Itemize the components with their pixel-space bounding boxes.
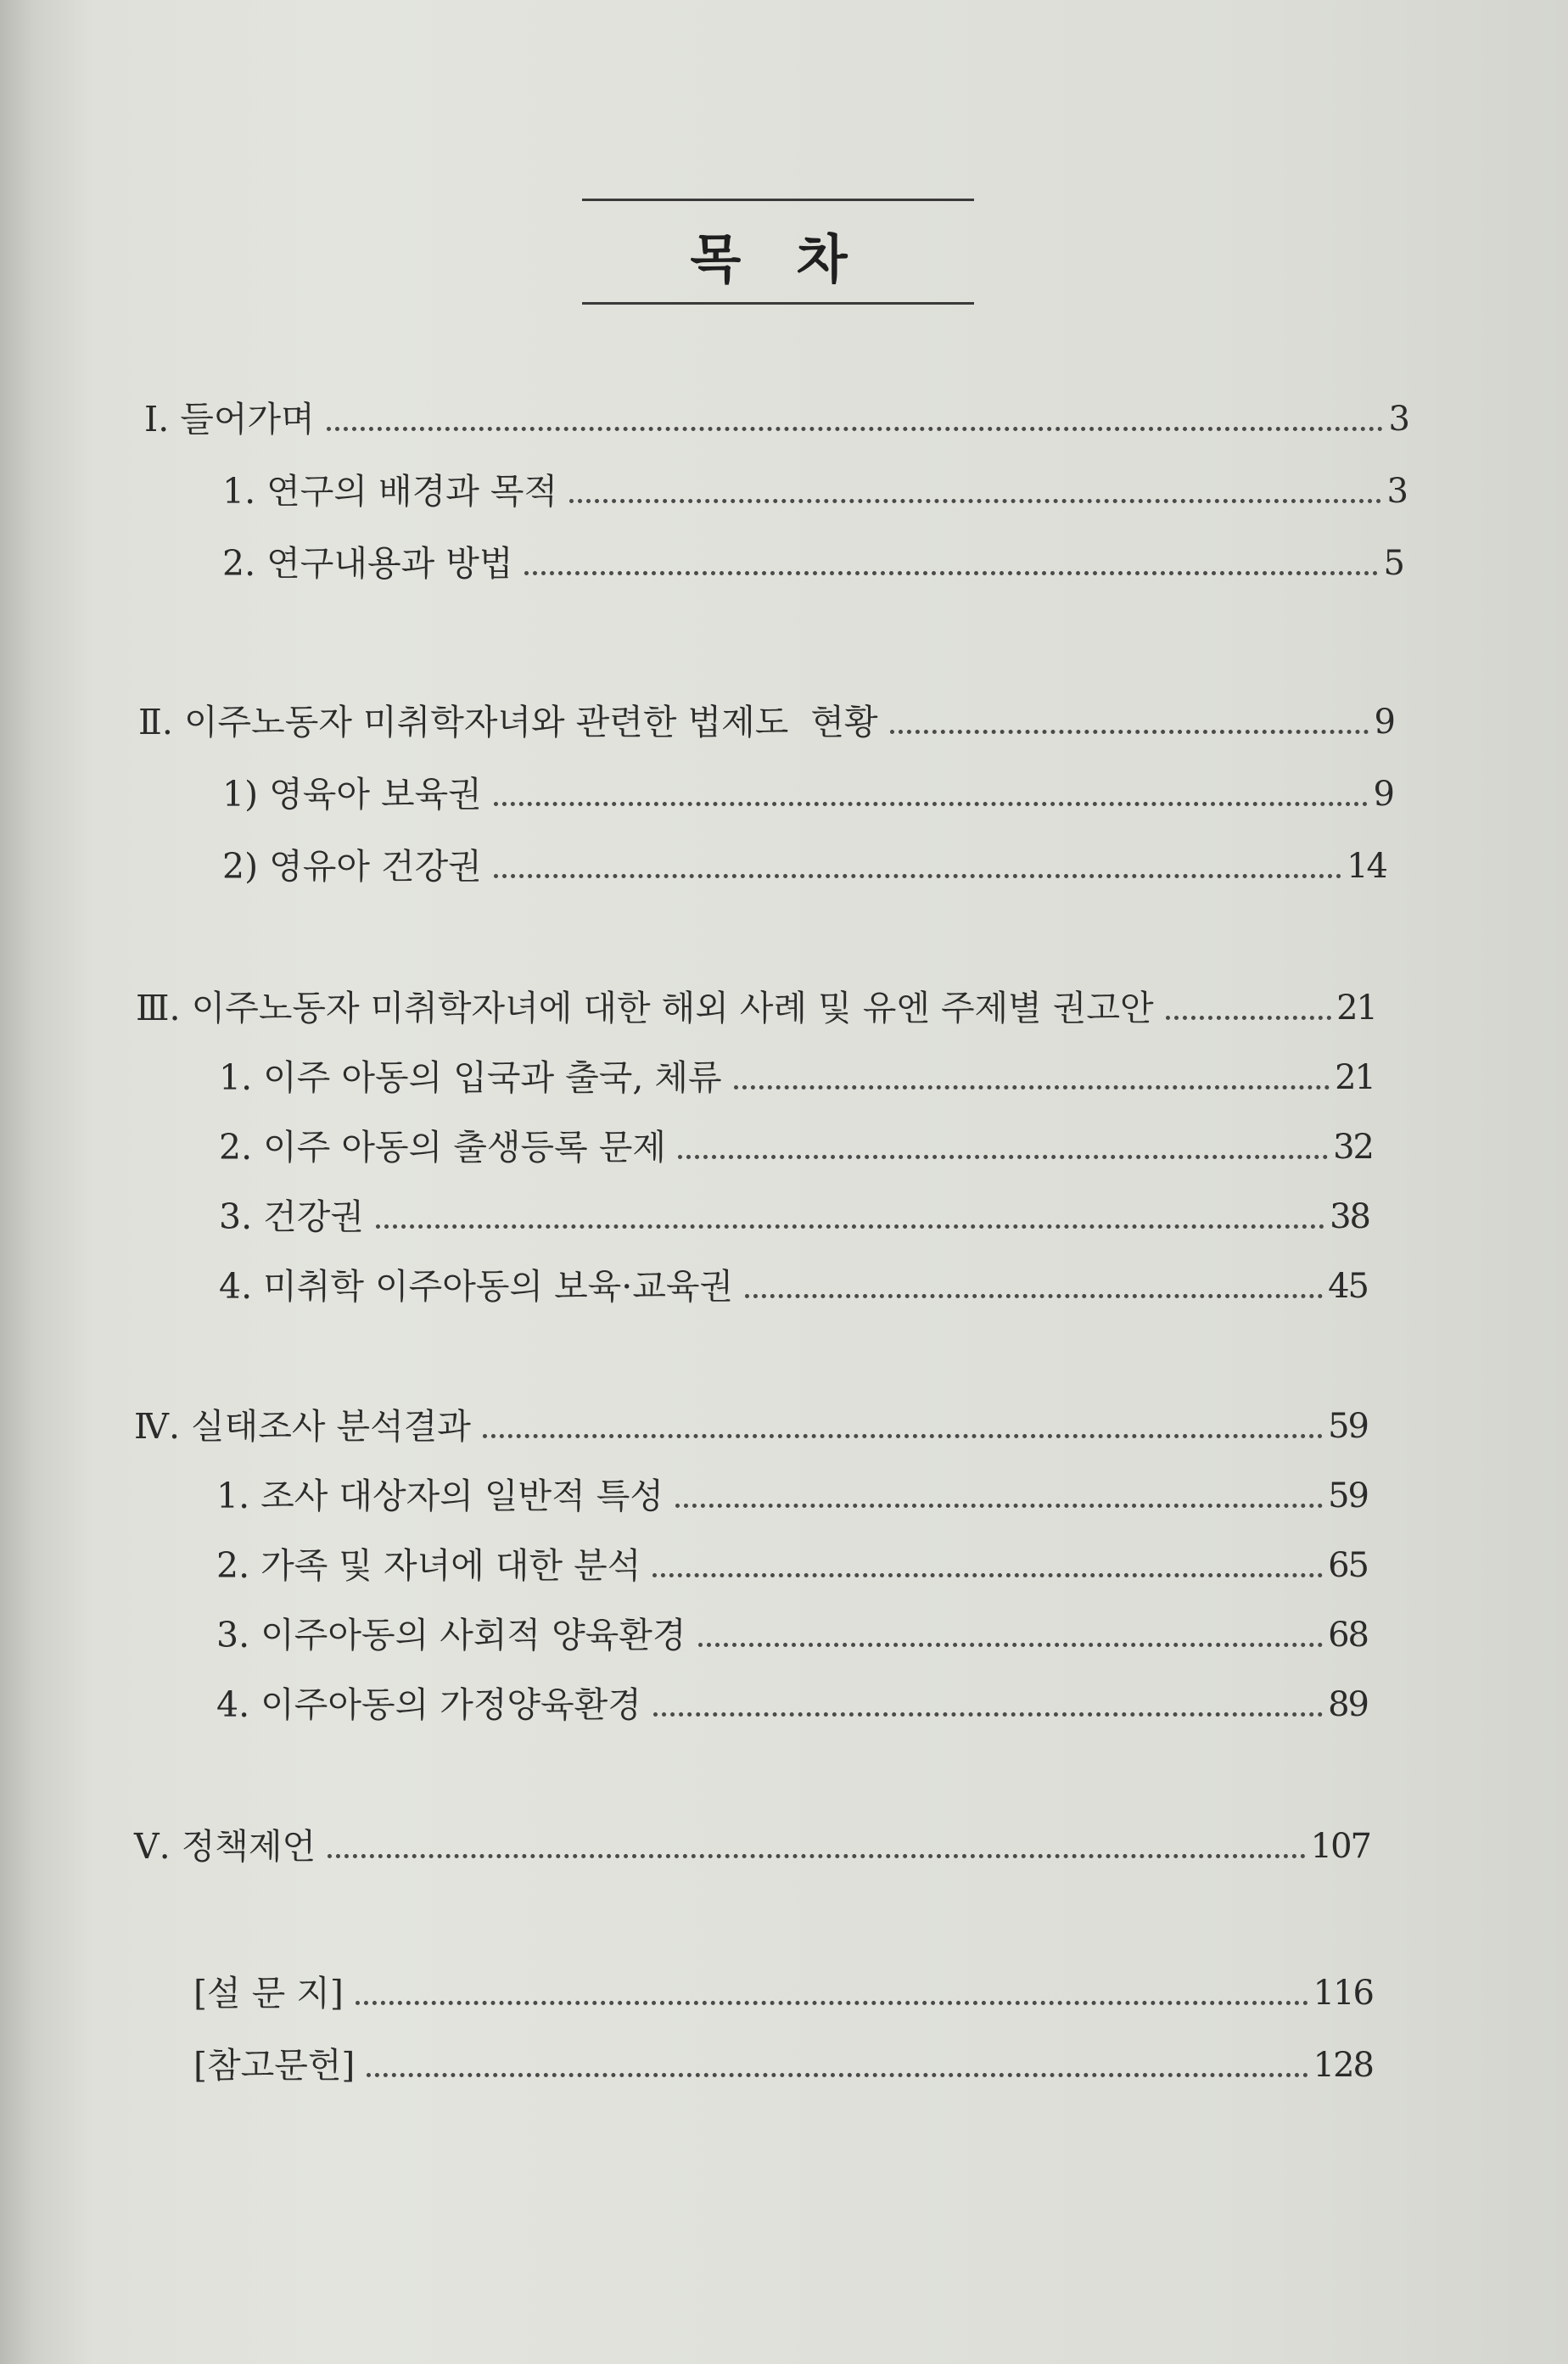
title-block <box>582 199 974 307</box>
toc-entry-title: 영유아 건강권 <box>269 846 482 887</box>
toc-entry-page: 9 <box>1374 703 1394 742</box>
toc-entry-page: 45 <box>1328 1267 1368 1306</box>
toc-entry-title: 들어가며 <box>180 399 315 440</box>
toc-entry-number: 3. <box>219 1196 264 1237</box>
dot-leader <box>734 1085 1330 1090</box>
toc-entry <box>222 836 1386 887</box>
toc-entry <box>219 1186 1369 1237</box>
dot-leader <box>367 2073 1308 2077</box>
dot-leader <box>328 1854 1306 1858</box>
dot-leader <box>356 2001 1308 2005</box>
dot-leader <box>1166 1016 1331 1020</box>
toc-entry-page: 89 <box>1328 1685 1368 1724</box>
toc-entry-title: 미취학 이주아동의 보육·교육권 <box>263 1266 734 1307</box>
toc-entry-number: 4. <box>219 1266 264 1307</box>
toc-entry <box>219 1117 1373 1168</box>
toc-entry-page: 32 <box>1333 1128 1373 1167</box>
toc-entry <box>219 1256 1368 1307</box>
toc-entry-number: 1. <box>222 471 267 512</box>
dot-leader <box>524 571 1378 575</box>
toc-entry-number: Ⅴ. <box>134 1826 182 1867</box>
toc-entry-number: 2. <box>216 1545 261 1586</box>
toc-entry-number: 1. <box>219 1057 264 1098</box>
toc-entry <box>222 533 1403 584</box>
toc-entry <box>193 1963 1373 2014</box>
toc-entry-title: 이주노동자 미취학자녀와 관련한 법제도 현황 <box>183 702 878 742</box>
toc-entry-title: 이주 아동의 입국과 출국, 체류 <box>263 1057 722 1098</box>
toc-entry-title: 조사 대상자의 일반적 특성 <box>260 1476 664 1516</box>
toc-entry-number: 2. <box>222 543 267 584</box>
toc-entry-title: 연구의 배경과 목적 <box>266 471 558 512</box>
toc-entry <box>136 978 1376 1028</box>
toc-entry-title: 이주아동의 가정양육환경 <box>260 1684 641 1725</box>
toc-entry-page: 38 <box>1330 1197 1369 1236</box>
dot-leader <box>678 1155 1328 1159</box>
toc-entry-page: 14 <box>1347 847 1386 886</box>
toc-entry-page: 59 <box>1328 1476 1368 1515</box>
dot-leader <box>494 874 1341 878</box>
title-bottom-rule <box>582 302 974 305</box>
toc-entry <box>219 1047 1375 1098</box>
toc-entry-number: Ⅲ. <box>136 988 192 1028</box>
toc-entry-number: 3. <box>216 1615 261 1655</box>
toc-entry-number: 2) <box>222 846 270 887</box>
toc-entry-title: 건강권 <box>263 1196 364 1237</box>
toc-entry-number: Ⅳ. <box>134 1406 192 1447</box>
title-top-rule <box>582 199 974 201</box>
page-title: 목 차 <box>690 228 866 290</box>
dot-leader <box>698 1643 1324 1647</box>
toc-entry <box>134 1396 1368 1447</box>
toc-entry-page: 128 <box>1313 2046 1373 2085</box>
dot-leader <box>675 1504 1323 1508</box>
toc-entry-page: 116 <box>1313 1974 1373 2013</box>
toc-entry-page: 3 <box>1388 400 1408 439</box>
toc-entry-number: Ⅰ. <box>144 399 181 440</box>
toc-entry-title: 영육아 보육권 <box>269 774 482 815</box>
toc-entry-number: Ⅱ. <box>138 702 184 742</box>
toc-entry <box>216 1674 1368 1725</box>
toc-entry-number: 1) <box>222 774 270 815</box>
toc-entry-title: 정책제언 <box>181 1826 316 1867</box>
toc-entry <box>216 1465 1368 1516</box>
toc-entry-title: 가족 및 자녀에 대한 분석 <box>260 1545 641 1586</box>
toc-entry-page: 5 <box>1383 544 1403 583</box>
toc-entry-page: 21 <box>1336 989 1376 1028</box>
dot-leader <box>376 1224 1324 1229</box>
toc-entry-number: 2. <box>219 1127 264 1168</box>
toc-entry <box>222 764 1393 815</box>
toc-entry-title: [참고문헌] <box>193 2045 356 2086</box>
toc-entry-page: 59 <box>1328 1407 1368 1446</box>
toc-entry-title: [설 문 지] <box>193 1973 344 2014</box>
toc-entry-number: 1. <box>216 1476 261 1516</box>
dot-leader <box>494 802 1368 806</box>
toc-entry-number: 4. <box>216 1684 261 1725</box>
toc-entry <box>222 461 1407 512</box>
toc-entry-page: 21 <box>1335 1058 1375 1097</box>
toc-entry <box>144 389 1408 440</box>
toc-entry <box>216 1605 1368 1655</box>
dot-leader <box>652 1573 1323 1577</box>
toc-entry-title: 이주아동의 사회적 양육환경 <box>260 1615 686 1655</box>
toc-entry <box>134 1816 1370 1867</box>
toc-entry <box>193 2035 1373 2086</box>
toc-entry-page: 3 <box>1386 472 1407 511</box>
dot-leader <box>653 1712 1323 1717</box>
dot-leader <box>890 730 1369 734</box>
toc-entry-title: 실태조사 분석결과 <box>191 1406 471 1447</box>
dot-leader <box>745 1294 1323 1298</box>
dot-leader <box>483 1434 1323 1438</box>
toc-entry <box>216 1535 1368 1586</box>
toc-entry-title: 이주노동자 미취학자녀에 대한 해외 사례 및 유엔 주제별 권고안 <box>191 988 1154 1028</box>
toc-entry-page: 65 <box>1328 1546 1368 1585</box>
toc-entry <box>138 692 1394 742</box>
dot-leader <box>569 499 1381 503</box>
toc-entry-page: 68 <box>1328 1616 1368 1655</box>
toc-entry-page: 9 <box>1373 775 1393 814</box>
toc-entry-title: 연구내용과 방법 <box>266 543 513 584</box>
toc-entry-title: 이주 아동의 출생등록 문제 <box>263 1127 666 1168</box>
dot-leader <box>327 427 1383 431</box>
toc-entry-page: 107 <box>1310 1827 1370 1866</box>
